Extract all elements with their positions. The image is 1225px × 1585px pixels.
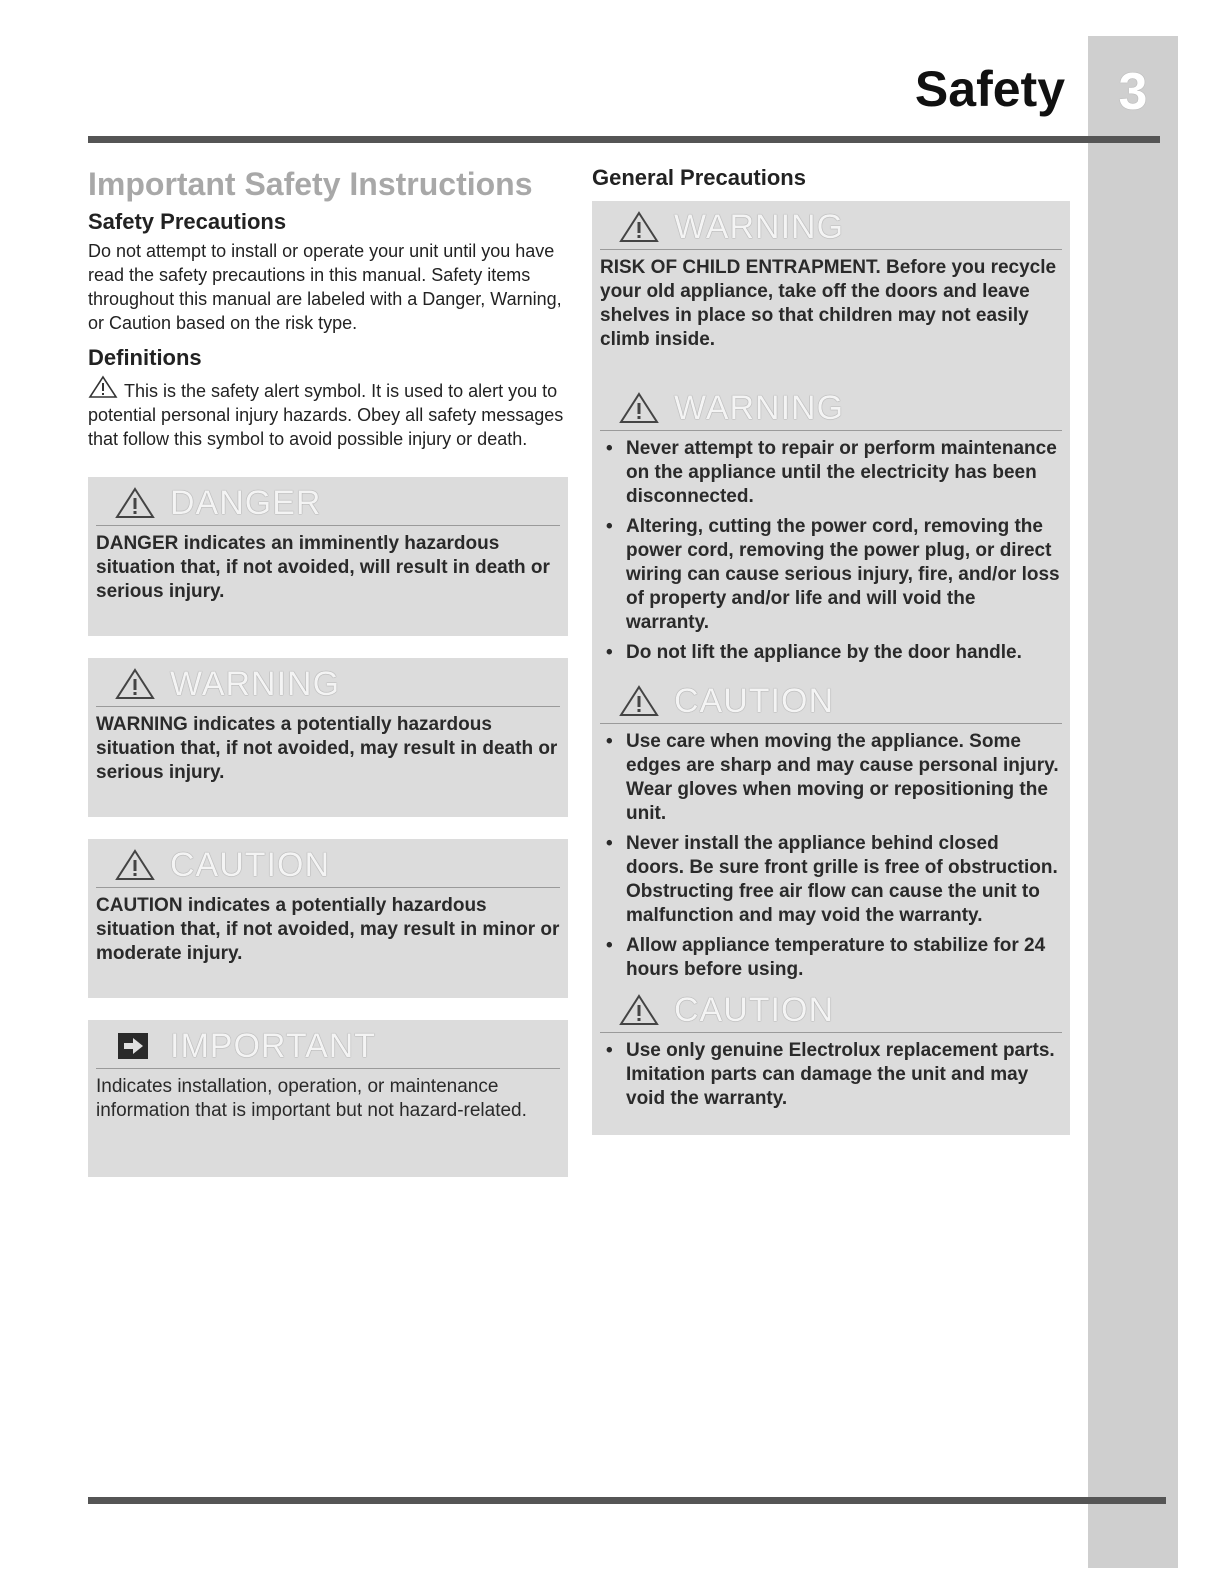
danger-text: DANGER indicates an imminently hazardous situation that, if not avoided, will result in death or serious injury. <box>96 533 550 602</box>
warning-title: WARNING <box>170 664 341 703</box>
caution-parts-header <box>600 988 1062 1033</box>
list-item: • Altering, cutting the power cord, removing the power cord, removing the power plug, or direct wiring can cause serious injury, fire, and/or loss of property and/or life and will void the warranty. <box>600 515 1062 635</box>
warning-entrapment-text: RISK OF CHILD ENTRAPMENT. Before you recycle your old appliance, take off the doors and leave shelves in place so that children may not easily climb inside. <box>600 257 1057 350</box>
caution-parts-title: CAUTION <box>674 990 834 1029</box>
caution-moving-header <box>600 679 1062 724</box>
bottom-rule <box>88 1497 1166 1504</box>
warning-text: WARNING indicates a potentially hazardous situation that, if not avoided, may result in death or serious injury. <box>96 714 558 783</box>
right-column <box>592 165 1070 1135</box>
list-item: • Use only genuine Electrolux replacement parts. Imitation parts can damage the unit and may void the warranty. <box>600 1039 1062 1111</box>
warning-box-header <box>96 662 560 707</box>
list-item: • Never install the appliance behind closed doors. Be sure front grille is free of obstruction. Obstructing free air flow can cause the unit to malfunction and may void the warranty. <box>600 832 1062 928</box>
safety-alert-triangle-icon <box>114 848 156 882</box>
caution-moving-title: CAUTION <box>674 681 834 720</box>
warning-entrapment-title: WARNING <box>674 207 845 246</box>
safety-alert-triangle-icon <box>618 993 660 1027</box>
caution-text: CAUTION indicates a potentially hazardous situation that, if not avoided, may result in minor or moderate injury. <box>96 895 560 964</box>
safety-alert-triangle-icon <box>618 391 660 425</box>
safety-alert-triangle-icon <box>618 210 660 244</box>
list-item: • Do not lift the appliance by the door handle. <box>600 641 1062 665</box>
page-number: 3 <box>1118 63 1148 121</box>
definitions-paragraph <box>88 375 568 451</box>
chapter-side-tab <box>1088 36 1178 1568</box>
safety-alert-triangle-icon <box>114 667 156 701</box>
warning-electrical-header <box>600 386 1062 431</box>
definitions-text: This is the safety alert symbol. It is used to alert you to potential personal injury hazards. Obey all safety messages that follow this symbol to avoid possible injury or death. <box>88 381 564 449</box>
danger-box <box>88 477 568 636</box>
list-item: • Never attempt to repair or perform maintenance on the appliance until the electricity has been disconnected. <box>600 437 1062 509</box>
safety-alert-triangle-icon <box>88 375 118 399</box>
important-box <box>88 1020 568 1177</box>
top-rule <box>88 136 1160 143</box>
important-arrow-icon <box>114 1029 156 1063</box>
caution-parts-list <box>600 1039 1062 1111</box>
safety-alert-triangle-icon <box>114 486 156 520</box>
list-item: • Use care when moving the appliance. Some edges are sharp and may cause personal injury. Wear gloves when moving or repositioning the unit. <box>600 730 1062 826</box>
caution-box-header <box>96 843 560 888</box>
warning-electrical-list <box>600 437 1062 665</box>
warning-entrapment-box <box>592 201 1070 376</box>
important-box-header <box>96 1024 560 1069</box>
safety-precautions-heading: Safety Precautions <box>88 209 287 234</box>
warning-entrapment-header <box>600 205 1062 250</box>
caution-moving-list <box>600 730 1062 982</box>
caution-box <box>88 839 568 998</box>
important-text: Indicates installation, operation, or maintenance information that is important but not hazard-related. <box>96 1076 527 1121</box>
general-precautions-heading: General Precautions <box>592 165 806 190</box>
warning-box <box>88 658 568 817</box>
section-heading: Important Safety Instructions <box>88 166 533 202</box>
warning-electrical-box <box>592 376 1070 1135</box>
page-title: Safety <box>914 61 1065 117</box>
important-title: IMPORTANT <box>170 1026 377 1065</box>
danger-box-header <box>96 481 560 526</box>
safety-precautions-text: Do not attempt to install or operate your unit until you have read the safety precautions in this manual. Safety items throughout this manual are labeled with a Danger, Warning, or Caution based on the risk type. <box>88 241 562 333</box>
left-column <box>88 165 568 1177</box>
danger-title: DANGER <box>170 483 322 522</box>
list-item: • Allow appliance temperature to stabilize for 24 hours before using. <box>600 934 1062 982</box>
warning-electrical-title: WARNING <box>674 388 845 427</box>
caution-title: CAUTION <box>170 845 330 884</box>
definitions-heading: Definitions <box>88 345 202 370</box>
safety-alert-triangle-icon <box>618 684 660 718</box>
